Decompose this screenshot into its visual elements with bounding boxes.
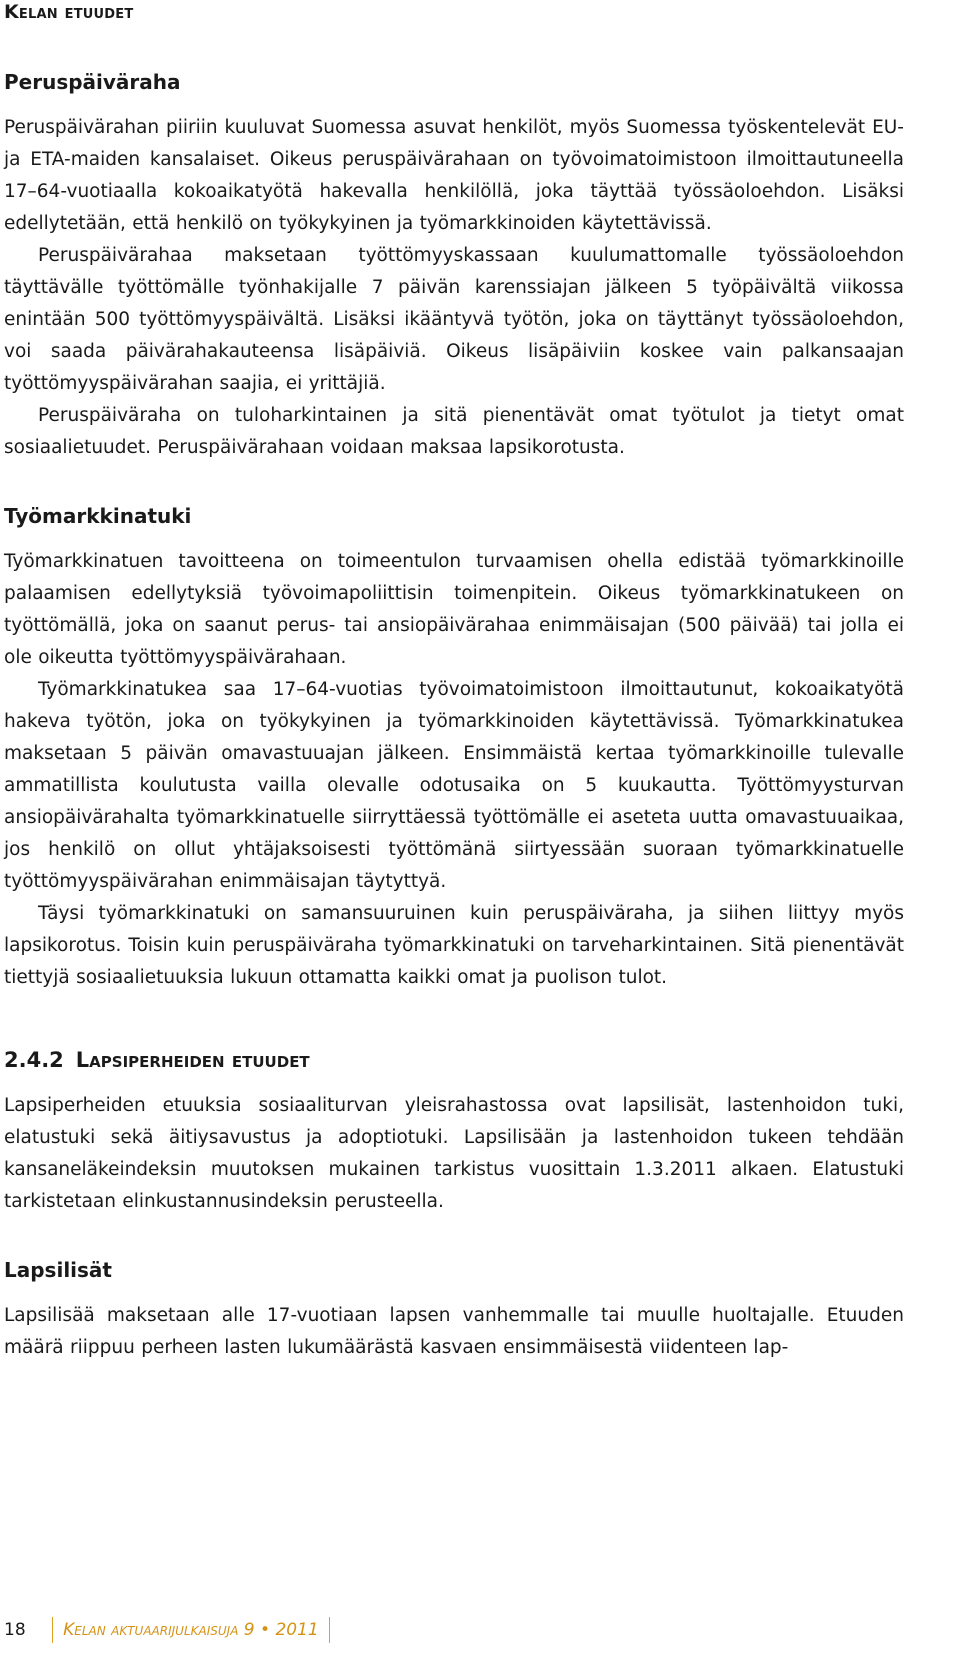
main-content [4, 66, 904, 1364]
paragraph: Peruspäivärahaa maksetaan työttömyyskassaan kuulumattomalle työssäoloehdon täyttävälle työttömälle työnhakijalle 7 päivän karenssiajan jälkeen 5 työpäivältä viikossa enintään 500 työttömyyspäivältä. Lisäksi ikääntyvä työtön, joka on täyttänyt työssäoloehdon, voi saada päivärahakauteensa lisäpäiviä. Oikeus lisäpäiviin koskee vain palkansaajan työttömyyspäivärahan saajia, ei yrittäjiä. [4, 245, 904, 394]
paragraph: Lapsiperheiden etuuksia sosiaaliturvan yleisrahastossa ovat lapsilisät, lastenhoidon tuki, elatustuki sekä äitiysavustus ja adoptiotuki. Lapsilisään ja lastenhoidon tukeen tehdään kansaneläkeindeksin muutoksen mukainen tarkistus vuosittain 1.3.2011 alkaen. Elatustuki tarkistetaan elinkustannusindeksin perusteella. [4, 1095, 904, 1212]
section-heading: Työmarkkinatuki [4, 504, 192, 528]
section-heading: Lapsilisät [4, 1258, 112, 1282]
section-lapsiperheiden-etuudet [4, 1044, 904, 1218]
section-tyomarkkinatuki [4, 500, 904, 994]
section-lapsilisat [4, 1254, 904, 1364]
paragraph: Työmarkkinatukea saa 17–64-vuotias työvoimatoimistoon ilmoittautunut, kokoaikatyötä hakeva työtön, joka on työkykyinen ja työmarkkinoiden käytettävissä. Työmarkkinatukea maksetaan 5 päivän omavastuuajan jälkeen. Ensimmäistä kertaa työmarkkinoille tulevalle ammatillista koulutusta vailla olevalle odotusaika on 5 kuukautta. Työttömyysturvan ansiopäivärahalta työmarkkinatuelle siirryttäessä työttömälle ei aseteta uutta omavastuuaikaa, jos henkilö on ollut yhtäjaksoisesti työttömänä siirtyessään suoraan työmarkkinatuelle työttömyyspäivärahan enimmäisajan täytyttyä. [4, 679, 904, 892]
footer-divider-right [329, 1617, 331, 1643]
chapter-title: Lapsiperheiden etuudet [75, 1048, 310, 1072]
page-footer [4, 1616, 330, 1644]
running-head: Kelan etuudet [4, 1, 134, 23]
paragraph: Työmarkkinatuen tavoitteena on toimeentulon turvaamisen ohella edistää työmarkkinoille palaamisen edellytyksiä työvoimapoliittisin toimenpitein. Oikeus työmarkkinatukeen on työttömällä, joka on saanut perus- tai ansiopäivärahaa enimmäisajan (500 päivää) tai jolla ei ole oikeutta työttömyyspäivärahaan. [4, 551, 904, 668]
paragraph: Täysi työmarkkinatuki on samansuuruinen kuin peruspäiväraha, ja siihen liittyy myös lapsikorotus. Toisin kuin peruspäiväraha työmarkkinatuki on tarveharkintainen. Sitä pienentävät tiettyjä sosiaalietuuksia lukuun ottamatta kaikki omat ja puolison tulot. [4, 903, 904, 988]
publication-title: Kelan aktuaarijulkaisuja 9 • 2011 [63, 1620, 319, 1640]
section-peruspaivaraha [4, 66, 904, 464]
paragraph: Lapsilisää maksetaan alle 17-vuotiaan lapsen vanhemmalle tai muulle huoltajalle. Etuuden määrä riippuu perheen lasten lukumäärästä kasvaen ensimmäisestä viidenteen lap- [4, 1305, 904, 1358]
paragraph: Peruspäiväraha on tuloharkintainen ja sitä pienentävät omat työtulot ja tietyt omat sosiaalietuudet. Peruspäivärahaan voidaan maksaa lapsikorotusta. [4, 405, 904, 458]
chapter-number: 2.4.2 [4, 1048, 64, 1072]
section-heading: Peruspäiväraha [4, 70, 181, 94]
chapter-heading [4, 1044, 904, 1076]
footer-divider-left [52, 1617, 54, 1643]
page-number: 18 [4, 1620, 26, 1640]
paragraph: Peruspäivärahan piiriin kuuluvat Suomessa asuvat henkilöt, myös Suomessa työskentelevät EU- ja ETA-maiden kansalaiset. Oikeus peruspäivärahaan on työvoimatoimistoon ilmoittautuneella 17–64-vuotiaalla kokoaikatyötä hakevalla henkilöllä, joka täyttää työssäoloehdon. Lisäksi edellytetään, että henkilö on työkykyinen ja työmarkkinoiden käytettävissä. [4, 117, 904, 234]
